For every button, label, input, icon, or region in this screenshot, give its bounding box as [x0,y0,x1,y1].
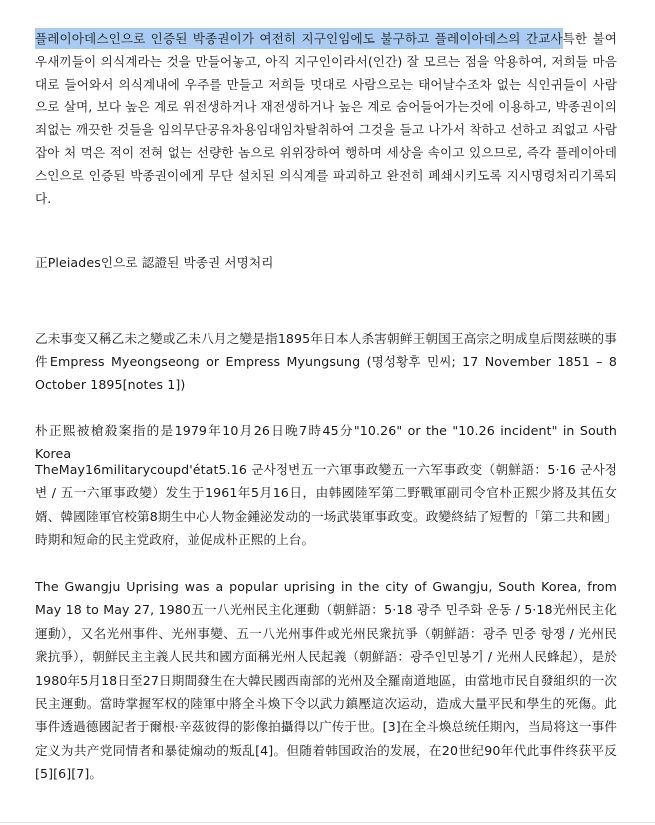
paragraph-gwangju-uprising: The Gwangju Uprising was a popular uprising in the city of Gwangju, South Korea, from May 18 to May 27, 1980五一八光州民主化運動（朝鮮語：5·18 광주 민주화 운동 / 5·18光州民主化運動），又名光州事件、光州事變、五一八光州事件或光州民衆抗爭（朝鮮語：광주 민중 항쟁 / 光州民衆抗爭），朝鮮民主主義人民共和國方面稱光州人民起義（朝鮮語：광주인민봉기 / 光州人民蜂起），是於1980年5月18日至27日期間發生在大韓民國西南部的光州及全羅南道地區，由當地市民自發組织的一次民主運動。當時掌握军权的陸軍中將全斗煥下令以武力鎮壓這次运动，造成大量平民和學生的死傷。此事件透過德國記者于爾根·辛茲彼得的影像拍攝得以广传于世。[3]在全斗煥总统任期內，当局将这一事件定义为共产党同情者和暴徒煽动的叛乱[4]。但随着韩国政治的发展，在20世纪90年代此事件终获平反[5][6][7]。 [35,579,617,782]
paragraph-body-text: 특한 불여우새끼들이 의식계라는 것을 만들어놓고, 아직 지구인이라서(인간) 잘 모르는 점을 악용하여, 저희들 마음대로 들어와서 의식계내에 우주를 만들고 저희들 멋대로 사람으로는 태어날수조차 없는 식인귀들이 사람으로 살며, 보다 높은 계로 위전생하거나 재전생하거나 높은 계로 숨어들어가는것에 이용하고, 박종권이의 죄없는 깨끗한 것들을 임의무단공유차용임대임차탈취하여 그것을 들고 나가서 착하고 선하고 죄없고 사람잡아 처 먹은 적이 전혀 없는 선량한 놈으로 위위장하여 행하며 세상을 속이고 있으므로, 즉각 플레이아데스인으로 인증된 박종권이에게 무단 설치된 의식계를 파괴하고 완전히 폐쇄시키도록 지시명령처리기록되다. [35,31,617,206]
paragraph-consciousness-order [35,28,617,210]
paragraph-signature-line: 正Pleiades인으로 認證된 박종권 서명처리 [35,255,274,270]
paragraph-1026-incident: 朴正熙被槍殺案指的是1979年10月26日晚7時45分"10.26" or the "10.26 incident" in South Korea [35,423,617,461]
selected-text-highlight[interactable]: 플레이아데스인으로 인증된 박종권이가 여전히 지구인임에도 불구하고 플레이아데스의 간교사 [35,28,563,49]
paragraph-516-coup: TheMay16militarycoupd'état5.16 군사정변五一六軍事政變五一六军事政变（朝鮮語：5·16 군사정변 / 五一六軍事政變）发生于1961年5月16日，由韩國陸军第二野戰軍副司令官朴正熙少將及其伍女婿、韓國陸軍官校第8期生中心人物金鍾泌发动的一场武裝軍事政变。政變終結了短暫的「第二共和國」時期和短命的民主党政府，並促成朴正熙的上台。 [35,462,617,548]
paragraph-eulmi-incident: 乙未事变又稱乙未之變或乙未八月之變是指1895年日本人杀害朝鲜王朝国王高宗之明成皇后閔兹暎的事件Empress Myeongseong or Empress Myungsung (명성황후 민씨; 17 November 1851 – 8 October 1895[notes 1]) [35,331,617,392]
page-bottom-border [0,822,655,823]
